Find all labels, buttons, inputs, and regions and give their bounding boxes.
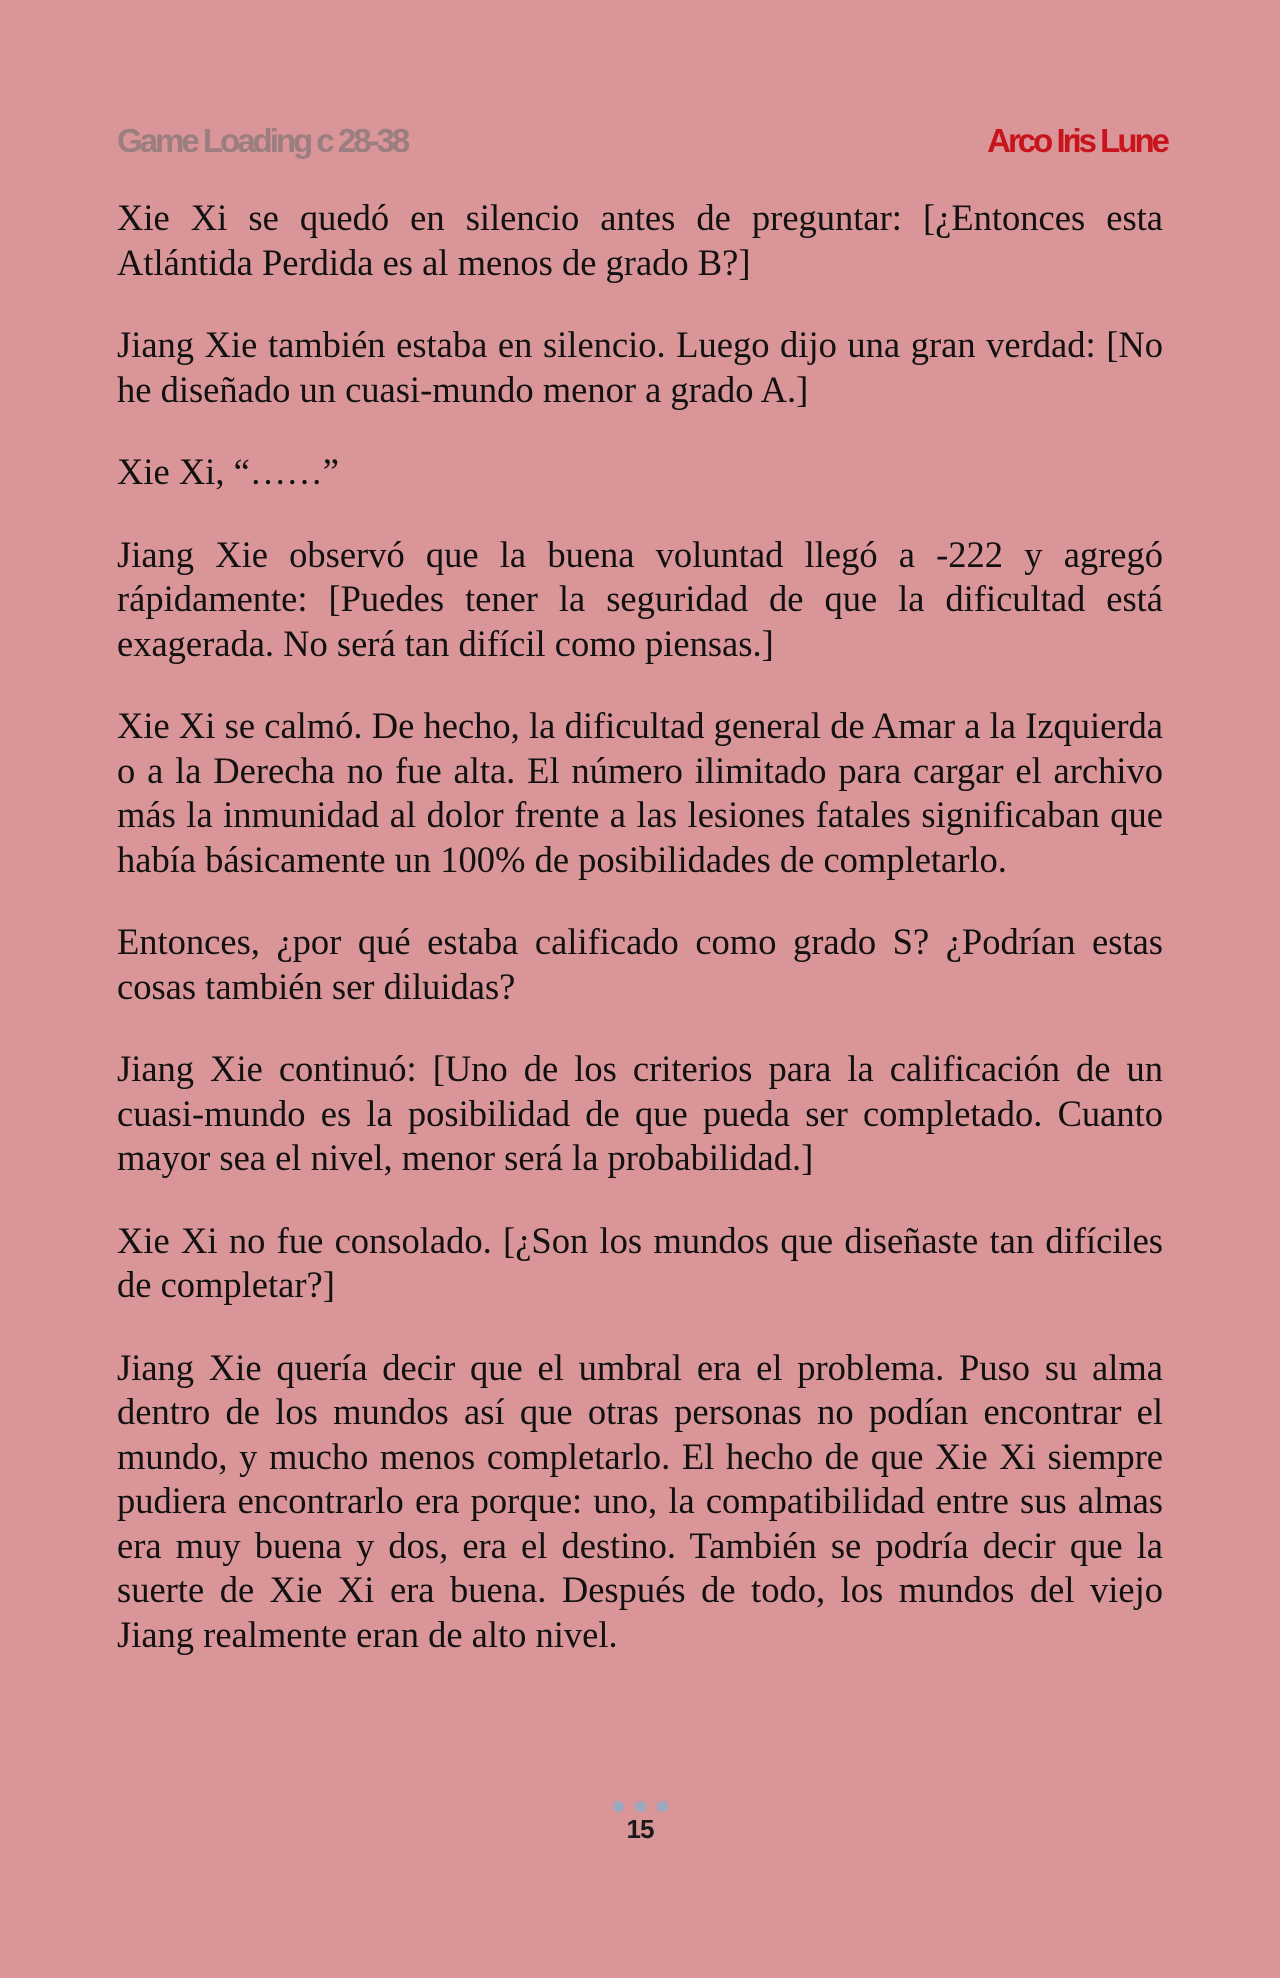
page-number: 15 [626,1814,654,1844]
paragraph: Entonces, ¿por qué estaba calificado como grado S? ¿Podrían estas cosas también ser diluidas? [117,921,1163,1007]
paragraph: Jiang Xie observó que la buena voluntad llegó a -222 y agregó rápidamente: [Puedes tener la seguridad de que la dificultad está exagerada. No será tan difícil como piensas.] [117,533,1163,664]
book-title: Game Loading c 28-38 [117,122,408,159]
paragraph: Xie Xi no fue consolado. [¿Son los mundos que diseñaste tan difíciles de completar?] [117,1219,1163,1305]
dot-icon [613,1801,624,1812]
translator-credit: Arco Iris Lune [987,122,1167,159]
dot-icon [657,1801,668,1812]
paragraph: Xie Xi se calmó. De hecho, la dificultad general de Amar a la Izquierda o a la Derecha no fue alta. El número ilimitado para cargar el archivo más la inmunidad al dolor frente a las lesiones fatales significaban que había básicamente un 100% de posibilidades de completarlo. [117,705,1163,880]
dot-icon [635,1801,646,1812]
paragraph: Jiang Xie también estaba en silencio. Luego dijo una gran verdad: [No he diseñado un cuasi-mundo menor a grado A.] [117,324,1163,410]
page-header [117,118,1167,164]
paragraph: Xie Xi se quedó en silencio antes de preguntar: [¿Entonces esta Atlántida Perdida es al menos de grado B?] [117,197,1163,283]
page-body [117,196,1163,1695]
paragraph: Jiang Xie continuó: [Uno de los criterios para la calificación de un cuasi-mundo es la posibilidad de que pueda ser completado. Cuanto mayor sea el nivel, menor será la probabilidad.] [117,1048,1163,1178]
paragraph: Xie Xi, “……” [117,451,339,492]
page-footer [0,1800,1280,1845]
paragraph: Jiang Xie quería decir que el umbral era el problema. Puso su alma dentro de los mundos así que otras personas no podían encontrar el mundo, y mucho menos completarlo. El hecho de que Xie Xi siempre pudiera encontrarlo era porque: uno, la compatibilidad entre sus almas era muy buena y dos, era el destino. También se podría decir que la suerte de Xie Xi era buena. Después de todo, los mundos del viejo Jiang realmente eran de alto nivel. [117,1346,1163,1655]
ornament-dots-icon [0,1800,1280,1812]
